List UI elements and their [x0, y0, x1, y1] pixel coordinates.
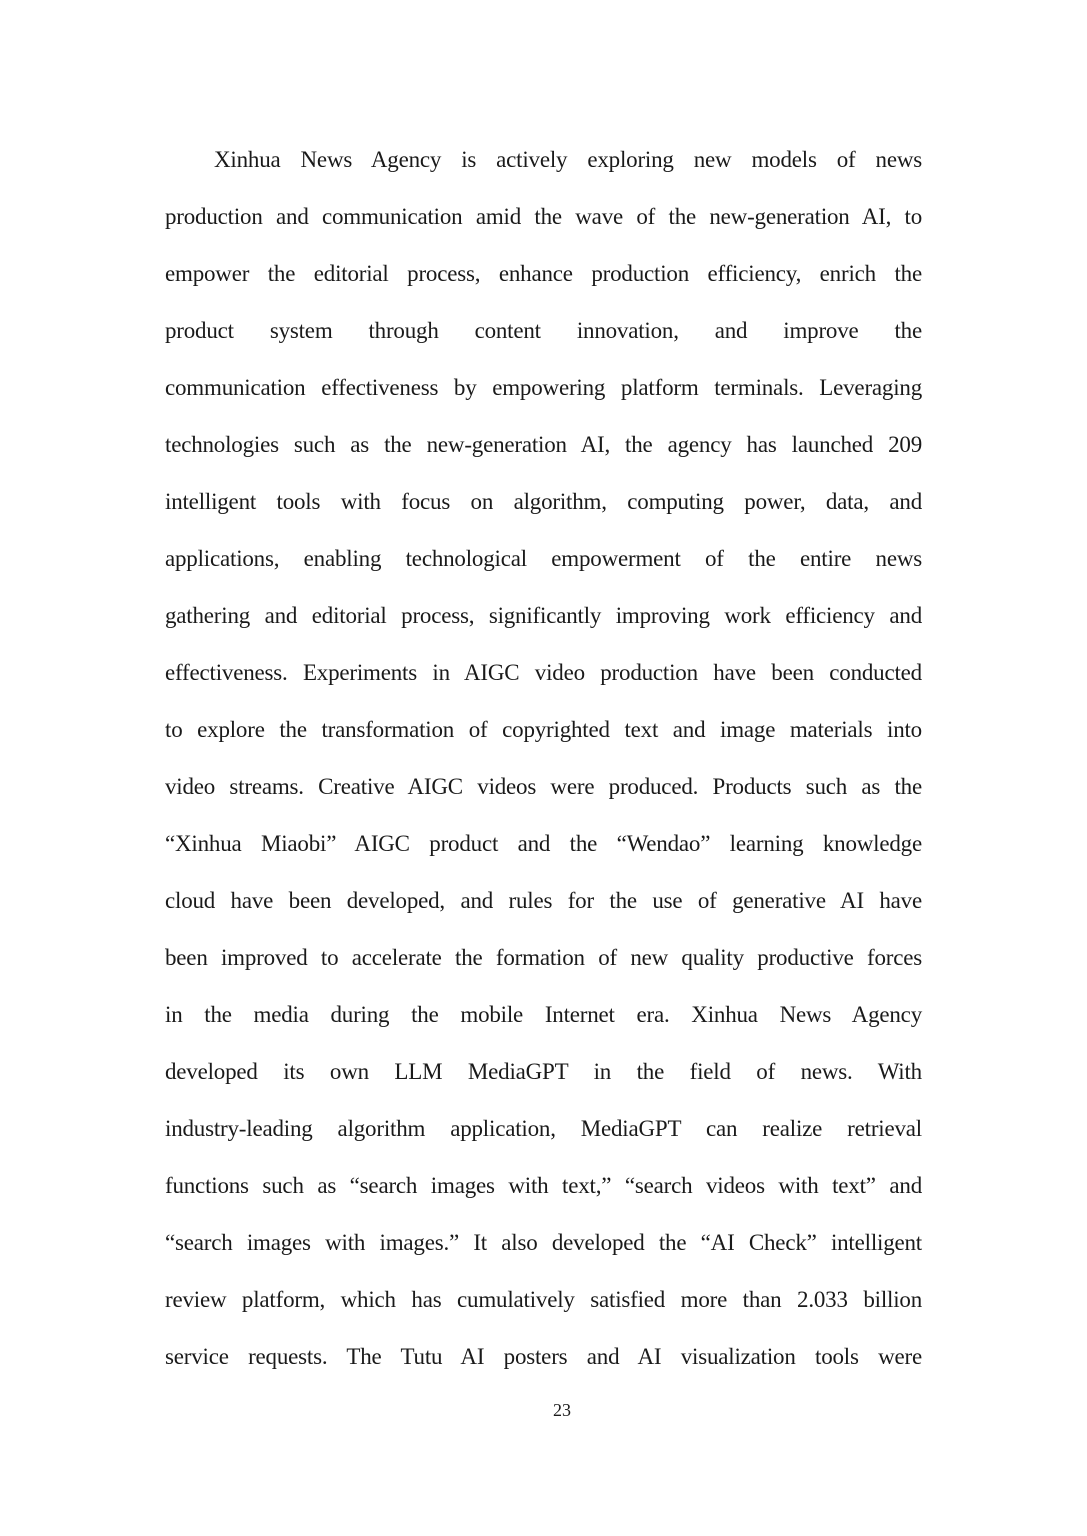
paragraph-line-text: product system through content innovation, and improve the: [165, 318, 922, 343]
paragraph-line-text: to explore the transformation of copyrighted text and image materials into: [165, 717, 922, 742]
paragraph-line-text: cloud have been developed, and rules for the use of generative AI have: [165, 888, 922, 913]
paragraph-line: [165, 995, 922, 1052]
paragraph-line: [165, 539, 922, 596]
paragraph-line-text: production and communication amid the wave of the new-generation AI, to: [165, 204, 922, 229]
paragraph-line: [165, 938, 922, 995]
paragraph-line: [165, 368, 922, 425]
paragraph-line-text: in the media during the mobile Internet era. Xinhua News Agency: [165, 1002, 922, 1027]
paragraph-line: [165, 1052, 922, 1109]
paragraph-line-text: functions such as “search images with text,” “search videos with text” and: [165, 1173, 922, 1198]
paragraph-line: [165, 824, 922, 881]
paragraph-line: [165, 311, 922, 368]
paragraph-line: [165, 482, 922, 539]
paragraph-line-text: gathering and editorial process, significantly improving work efficiency and: [165, 603, 922, 628]
paragraph-line-text: Xinhua News Agency is actively exploring new models of news: [214, 147, 922, 172]
paragraph-line: [165, 1337, 922, 1394]
paragraph-line-text: empower the editorial process, enhance production efficiency, enrich the: [165, 261, 922, 286]
paragraph-line: [165, 881, 922, 938]
paragraph-line: [165, 1109, 922, 1166]
paragraph-line: [165, 1223, 922, 1280]
paragraph-line-text: technologies such as the new-generation AI, the agency has launched 209: [165, 432, 922, 457]
paragraph-line-text: applications, enabling technological empowerment of the entire news: [165, 546, 922, 571]
paragraph-line-text: “Xinhua Miaobi” AIGC product and the “Wendao” learning knowledge: [165, 831, 922, 856]
paragraph-line: [165, 254, 922, 311]
paragraph-line-text: industry-leading algorithm application, MediaGPT can realize retrieval: [165, 1116, 922, 1141]
paragraph-line: [165, 1280, 922, 1337]
paragraph-line-text: video streams. Creative AIGC videos were produced. Products such as the: [165, 774, 922, 799]
paragraph-line: [165, 596, 922, 653]
paragraph-line-text: been improved to accelerate the formation of new quality productive forces: [165, 945, 922, 970]
body-paragraph: [165, 140, 922, 1394]
paragraph-line: [165, 140, 922, 197]
paragraph-line-text: communication effectiveness by empowering platform terminals. Leveraging: [165, 375, 922, 400]
paragraph-line-text: service requests. The Tutu AI posters and AI visualization tools were: [165, 1344, 922, 1369]
page-number: 23: [553, 1400, 571, 1420]
paragraph-line-text: “search images with images.” It also developed the “AI Check” intelligent: [165, 1230, 922, 1255]
paragraph-line: [165, 1166, 922, 1223]
paragraph-line: [165, 425, 922, 482]
paragraph-line: [165, 767, 922, 824]
paragraph-line-text: effectiveness. Experiments in AIGC video production have been conducted: [165, 660, 922, 685]
paragraph-line: [165, 710, 922, 767]
paragraph-line-text: intelligent tools with focus on algorithm, computing power, data, and: [165, 489, 922, 514]
paragraph-line-text: review platform, which has cumulatively satisfied more than 2.033 billion: [165, 1287, 922, 1312]
paragraph-line-text: developed its own LLM MediaGPT in the field of news. With: [165, 1059, 922, 1084]
paragraph-line: [165, 197, 922, 254]
paragraph-line: [165, 653, 922, 710]
